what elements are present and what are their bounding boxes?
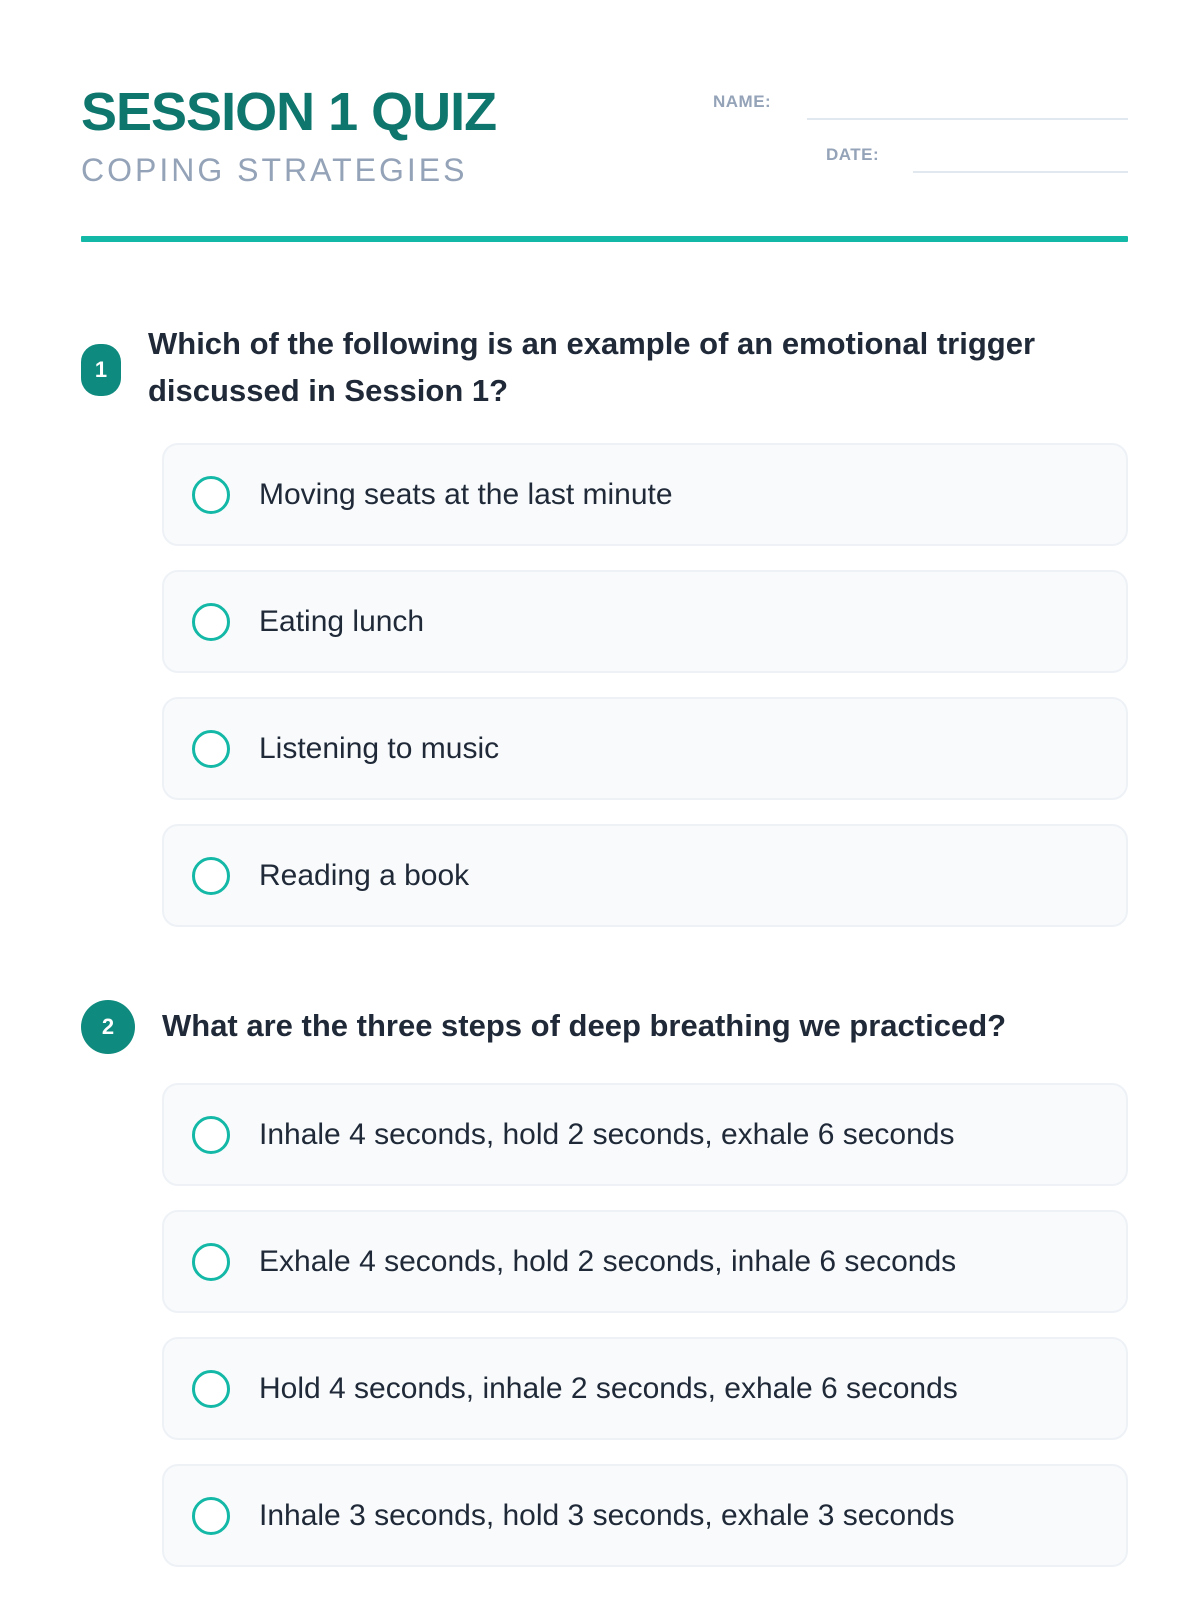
name-field-line[interactable] xyxy=(807,118,1128,120)
answer-option[interactable] xyxy=(162,570,1128,673)
option-label: Eating lunch xyxy=(259,604,425,638)
radio-button-icon[interactable] xyxy=(192,603,230,641)
radio-button-icon[interactable] xyxy=(192,1497,230,1535)
answer-option[interactable] xyxy=(162,1337,1128,1440)
answer-option[interactable] xyxy=(162,443,1128,546)
answer-option[interactable] xyxy=(162,1464,1128,1567)
option-label: Inhale 3 seconds, hold 3 seconds, exhale 3 seconds xyxy=(259,1498,955,1532)
radio-button-icon[interactable] xyxy=(192,1116,230,1154)
quiz-header xyxy=(81,0,1128,245)
answer-options xyxy=(162,1083,1128,1591)
answer-option[interactable] xyxy=(162,1210,1128,1313)
name-label: NAME: xyxy=(713,92,772,111)
option-label: Exhale 4 seconds, hold 2 seconds, inhale 6 seconds xyxy=(259,1244,957,1278)
option-label: Reading a book xyxy=(259,858,470,892)
question-number-badge: 1 xyxy=(81,344,121,396)
question-text: What are the three steps of deep breathing we practiced? xyxy=(162,1008,1007,1043)
answer-options xyxy=(162,443,1128,951)
answer-option[interactable] xyxy=(162,697,1128,800)
radio-button-icon[interactable] xyxy=(192,1243,230,1281)
date-field-line[interactable] xyxy=(913,171,1128,173)
page-subtitle: COPING STRATEGIES xyxy=(81,152,468,188)
date-label: DATE: xyxy=(826,145,880,164)
header-divider xyxy=(81,236,1128,242)
radio-button-icon[interactable] xyxy=(192,730,230,768)
option-label: Hold 4 seconds, inhale 2 seconds, exhale 6 seconds xyxy=(259,1371,958,1405)
option-label: Listening to music xyxy=(259,731,500,765)
page-title: SESSION 1 QUIZ xyxy=(81,82,497,142)
radio-button-icon[interactable] xyxy=(192,1370,230,1408)
option-label: Moving seats at the last minute xyxy=(259,477,673,511)
question-number-badge: 2 xyxy=(81,1000,135,1054)
quiz-page xyxy=(81,0,1128,1600)
radio-button-icon[interactable] xyxy=(192,476,230,514)
question-text: Which of the following is an example of an emotional trigger discussed in Session 1? xyxy=(148,326,1036,408)
option-label: Inhale 4 seconds, hold 2 seconds, exhale 6 seconds xyxy=(259,1117,955,1151)
radio-button-icon[interactable] xyxy=(192,857,230,895)
answer-option[interactable] xyxy=(162,1083,1128,1186)
answer-option[interactable] xyxy=(162,824,1128,927)
